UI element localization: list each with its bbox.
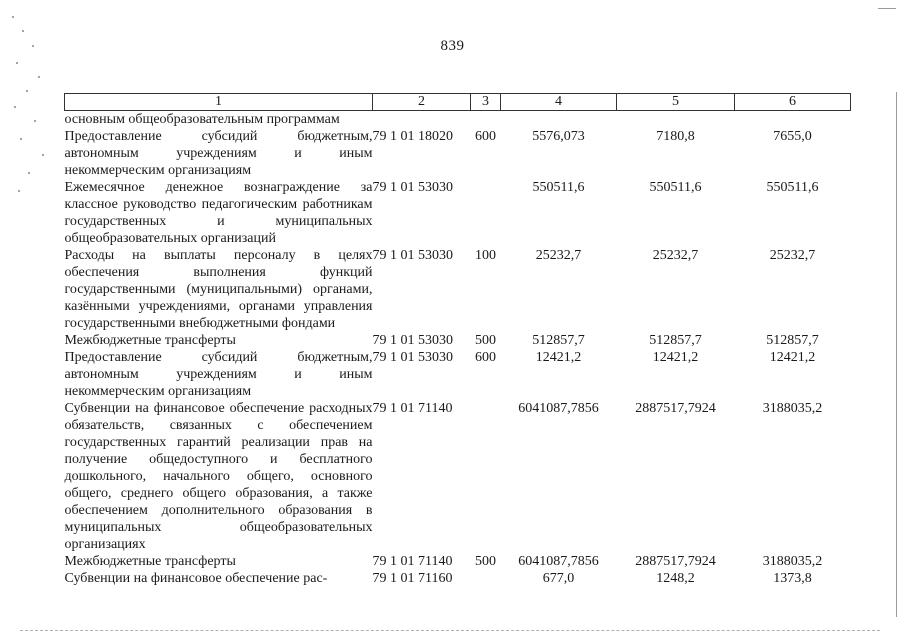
column-header-5: 5	[617, 94, 735, 111]
row-value-1: 6041087,7856	[518, 554, 599, 569]
row-name: Субвенции на финансовое обеспечение расходных обязательств, связанных с обеспечением государственных гарантий реализации прав на получение общедоступного и бесплатного дошкольного, начального общего, основного общего, среднего общего образования, а также обеспечением дополнительного образования в муниципальных общеобразовательных организациях	[64, 401, 373, 552]
row-type: 600	[475, 350, 496, 365]
row-value-1	[501, 111, 617, 129]
scan-edge-right	[896, 92, 897, 617]
table-row	[65, 400, 851, 553]
row-name: основным общеобразовательным программам	[64, 112, 340, 127]
row-value-2: 7180,8	[656, 129, 695, 144]
row-type: 500	[475, 333, 496, 348]
row-code: 79 1 01 18020	[372, 129, 453, 144]
row-value-2: 550511,6	[649, 180, 702, 195]
row-value-1: 12421,2	[535, 350, 582, 365]
table-row	[65, 111, 851, 129]
scan-edge-bottom	[20, 630, 880, 633]
table-row	[65, 179, 851, 247]
row-type	[471, 400, 501, 553]
row-value-2: 2887517,7924	[635, 401, 716, 416]
row-name: Ежемесячное денежное вознаграждение за классное руководство педагогическим работникам государственных и муниципальных общеобразовательных организаций	[64, 180, 373, 246]
row-name: Предоставление субсидий бюджетным, автономным учреждениям и иным некоммерческим организациям	[64, 129, 373, 178]
row-value-2: 1248,2	[656, 571, 695, 586]
row-value-3: 3188035,2	[762, 401, 823, 416]
row-value-2: 512857,7	[649, 333, 702, 348]
table-row	[65, 128, 851, 179]
row-value-1: 6041087,7856	[518, 401, 599, 416]
table-row	[65, 553, 851, 570]
column-header-4: 4	[501, 94, 617, 111]
row-type: 600	[475, 129, 496, 144]
row-value-1: 25232,7	[535, 248, 582, 263]
row-value-2: 25232,7	[652, 248, 699, 263]
table-row	[65, 570, 851, 587]
row-code: 79 1 01 53030	[372, 180, 453, 195]
scan-edge-top	[878, 8, 896, 9]
column-header-1: 1	[65, 94, 373, 111]
table-row	[65, 332, 851, 349]
row-code: 79 1 01 71160	[372, 571, 453, 586]
row-code: 79 1 01 71140	[372, 401, 453, 416]
row-type	[471, 570, 501, 587]
row-type: 500	[475, 554, 496, 569]
row-value-2: 12421,2	[652, 350, 699, 365]
row-code	[373, 111, 471, 129]
column-header-2: 2	[373, 94, 471, 111]
row-value-2: 2887517,7924	[635, 554, 716, 569]
row-code: 79 1 01 53030	[372, 333, 453, 348]
row-type	[471, 179, 501, 247]
row-name: Межбюджетные трансферты	[64, 554, 236, 569]
row-code: 79 1 01 53030	[372, 248, 453, 263]
row-value-2	[617, 111, 735, 129]
row-code: 79 1 01 71140	[372, 554, 453, 569]
row-value-1: 550511,6	[532, 180, 585, 195]
row-value-3: 7655,0	[773, 129, 812, 144]
row-name: Субвенции на финансовое обеспечение рас-	[64, 571, 328, 586]
row-value-1: 677,0	[542, 571, 575, 586]
budget-table	[64, 93, 851, 587]
row-type	[471, 111, 501, 129]
row-name: Предоставление субсидий бюджетным, автономным учреждениям и иным некоммерческим организациям	[64, 350, 373, 399]
row-value-3: 512857,7	[766, 333, 819, 348]
row-value-3: 25232,7	[769, 248, 816, 263]
column-header-6: 6	[735, 94, 851, 111]
row-value-3: 1373,8	[773, 571, 812, 586]
page-number: 839	[440, 38, 465, 54]
row-value-3: 550511,6	[766, 180, 819, 195]
row-type: 100	[475, 248, 496, 263]
table-row	[65, 247, 851, 332]
row-value-1: 5576,073	[532, 129, 585, 144]
row-value-3: 12421,2	[769, 350, 816, 365]
row-name: Межбюджетные трансферты	[64, 333, 236, 348]
column-header-3: 3	[471, 94, 501, 111]
row-code: 79 1 01 53030	[372, 350, 453, 365]
row-name: Расходы на выплаты персоналу в целях обеспечения выполнения функций государственными (муниципальными) органами, казёнными учреждениями, органами управления государственными внебюджетными фондами	[64, 248, 373, 331]
table-row	[65, 349, 851, 400]
table-header-row	[65, 94, 851, 111]
row-value-3: 3188035,2	[762, 554, 823, 569]
row-value-3	[735, 111, 851, 129]
row-value-1: 512857,7	[532, 333, 585, 348]
